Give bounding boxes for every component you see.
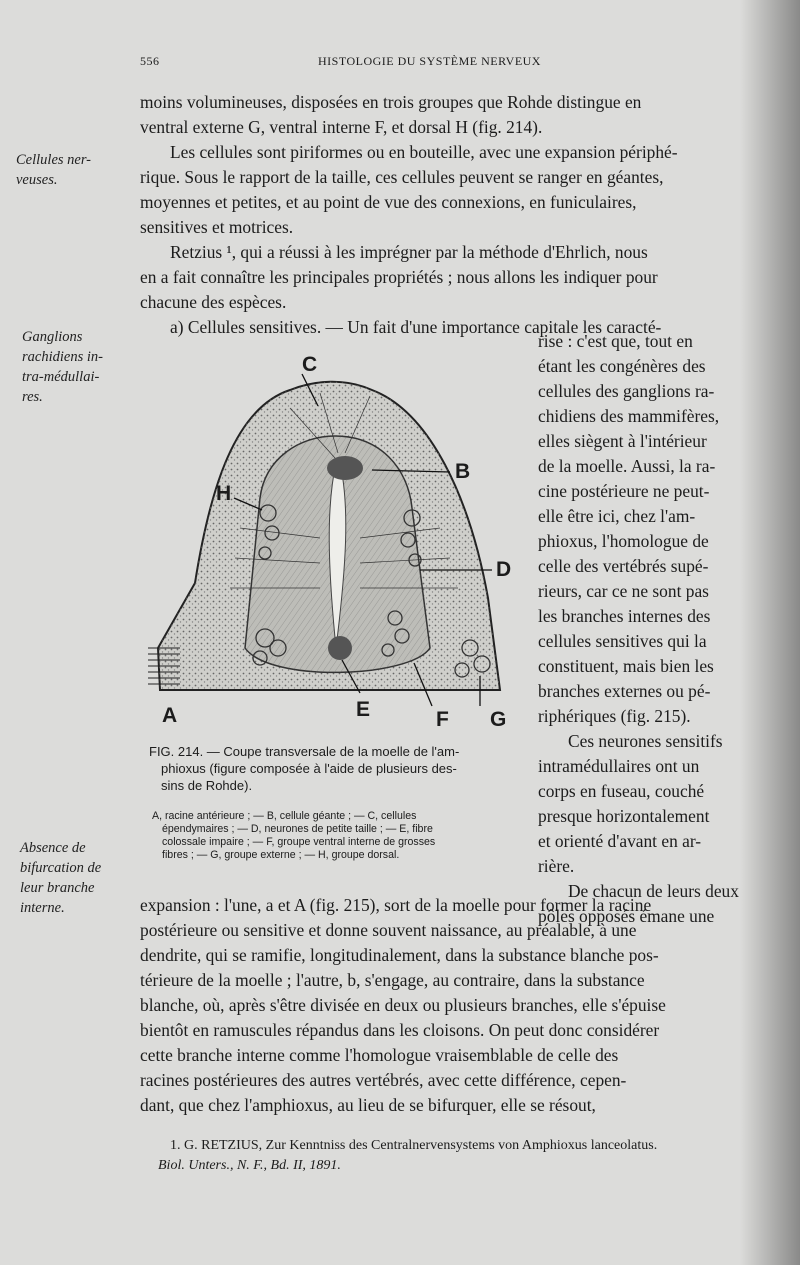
colossal-fibre: [328, 636, 352, 660]
text-line: Retzius ¹, qui a réussi à les imprégner par la méthode d'Ehrlich, nous: [170, 242, 648, 262]
text-line: intramédullaires ont un: [538, 756, 700, 776]
text-line: en a fait connaître les principales propriétés ; nous allons les indiquer pour: [140, 267, 658, 287]
text-line: ventral externe G, ventral interne F, et dorsal H (fig. 214).: [140, 117, 543, 137]
text-line: cette branche interne comme l'homologue vraisemblable de celle des: [140, 1045, 619, 1065]
bottom-paragraph: [140, 893, 762, 1118]
footnote: [158, 1136, 770, 1176]
text-line: rique. Sous le rapport de la taille, ces cellules peuvent se ranger en géantes,: [140, 167, 664, 187]
text-line: cine postérieure ne peut-: [538, 481, 710, 501]
text-line: dendrite, qui se ramifie, longitudinalement, dans la substance blanche pos-: [140, 945, 659, 965]
text-line: rise : c'est que, tout en: [538, 331, 693, 351]
margin-note-cellules: [16, 150, 126, 190]
text-line: celle des vertébrés supé-: [538, 556, 709, 576]
margin-note-line: Absence de: [20, 840, 86, 856]
spinal-cord-section-illustration: [140, 348, 530, 740]
text-line: pôles opposés émane une: [538, 906, 715, 926]
figure-legend: [152, 810, 532, 862]
caption-line: FIG. 214. — Coupe transversale de la moelle de l'am-: [149, 744, 460, 759]
caption-line: phioxus (figure composée à l'aide de plusieurs des-: [161, 761, 457, 776]
text-line: expansion : l'une, a et A (fig. 215), sort de la moelle pour former la racine: [140, 895, 652, 915]
text-line: étant les congénères des: [538, 356, 706, 376]
figure-label-a: A: [162, 704, 178, 727]
text-line: riphériques (fig. 215).: [538, 706, 691, 726]
running-title: HISTOLOGIE DU SYSTÈME NERVEUX: [318, 54, 541, 68]
caption-line: sins de Rohde).: [161, 778, 253, 793]
margin-note-line: tra-médullai-: [22, 369, 100, 385]
margin-note-bifurcation: [20, 838, 135, 918]
text-line: constituent, mais bien les: [538, 656, 714, 676]
text-line: phioxus, l'homologue de: [538, 531, 709, 551]
footnote-line: 1. G. RETZIUS, Zur Kenntniss des Centralnervensystems von Amphioxus lanceolatus.: [170, 1138, 658, 1153]
text-line: cellules sensitives qui la: [538, 631, 707, 651]
text-line: elles siègent à l'intérieur: [538, 431, 707, 451]
figure-label-h: H: [216, 482, 232, 505]
text-line: postérieure ou sensitive et donne souvent naissance, au préalable, à une: [140, 920, 637, 940]
text-line: Les cellules sont piriformes ou en bouteille, avec une expansion périphé-: [170, 142, 678, 162]
text-line: De chacun de leurs deux: [568, 881, 739, 901]
text-line: de la moelle. Aussi, la ra-: [538, 456, 716, 476]
figure-label-e: E: [356, 698, 371, 721]
text-line: rieurs, car ce ne sont pas: [538, 581, 709, 601]
margin-note-line: leur branche: [20, 880, 95, 896]
text-line: et orienté d'avant en ar-: [538, 831, 702, 851]
top-paragraph: [140, 90, 758, 340]
text-line: moyennes et petites, et au point de vue des connexions, en funiculaires,: [140, 192, 637, 212]
margin-note-line: Cellules ner-: [16, 152, 92, 168]
figure-label-g: G: [490, 708, 507, 731]
text-line: sensitives et motrices.: [140, 217, 294, 237]
text-line: blanche, où, après s'être divisée en deux ou plusieurs branches, elle s'épuise: [140, 995, 666, 1015]
margin-note-ganglions: [22, 327, 132, 407]
legend-line: colossale impaire ; — F, groupe ventral interne de grosses: [162, 836, 436, 848]
text-line: Ces neurones sensitifs: [568, 731, 723, 751]
figure-label-c: C: [302, 353, 318, 376]
text-line: a) Cellules sensitives. — Un fait d'une importance capitale les caracté-: [170, 317, 662, 337]
figure-caption: [149, 743, 529, 794]
margin-note-line: bifurcation de: [20, 860, 102, 876]
text-line: térieure de la moelle ; l'autre, b, s'engage, au contraire, dans la substance: [140, 970, 645, 990]
text-line: branches externes ou pé-: [538, 681, 711, 701]
figure-label-f: F: [436, 708, 449, 731]
legend-line: A, racine antérieure ; — B, cellule géante ; — C, cellules: [152, 810, 417, 822]
text-line: moins volumineuses, disposées en trois groupes que Rohde distingue en: [140, 92, 642, 112]
page-number: 556: [140, 54, 160, 68]
figure-214: [140, 348, 530, 740]
text-line: cellules des ganglions ra-: [538, 381, 715, 401]
text-line: racines postérieures des autres vertébrés, avec cette différence, cepen-: [140, 1070, 627, 1090]
text-line: les branches internes des: [538, 606, 711, 626]
figure-label-d: D: [496, 558, 512, 581]
giant-cell: [327, 456, 363, 480]
margin-note-line: interne.: [20, 900, 65, 916]
margin-note-line: res.: [22, 389, 43, 405]
text-line: rière.: [538, 856, 575, 876]
footnote-line: Biol. Unters., N. F., Bd. II, 1891.: [158, 1158, 341, 1173]
margin-note-line: veuses.: [16, 172, 58, 188]
text-line: dant, que chez l'amphioxus, au lieu de se bifurquer, elle se résout,: [140, 1095, 596, 1115]
margin-note-line: rachidiens in-: [22, 349, 103, 365]
text-line: bientôt en ramuscules répandus dans les cloisons. On peut donc considérer: [140, 1020, 660, 1040]
text-line: chacune des espèces.: [140, 292, 287, 312]
text-line: chidiens des mammifères,: [538, 406, 720, 426]
text-line: corps en fuseau, couché: [538, 781, 705, 801]
figure-label-b: B: [455, 460, 471, 483]
text-line: elle être ici, chez l'am-: [538, 506, 696, 526]
right-column-text: [538, 329, 763, 929]
legend-line: fibres ; — G, groupe externe ; — H, groupe dorsal.: [162, 849, 400, 861]
legend-line: épendymaires ; — D, neurones de petite taille ; — E, fibre: [162, 823, 433, 835]
text-line: presque horizontalement: [538, 806, 710, 826]
margin-note-line: Ganglions: [22, 329, 83, 345]
